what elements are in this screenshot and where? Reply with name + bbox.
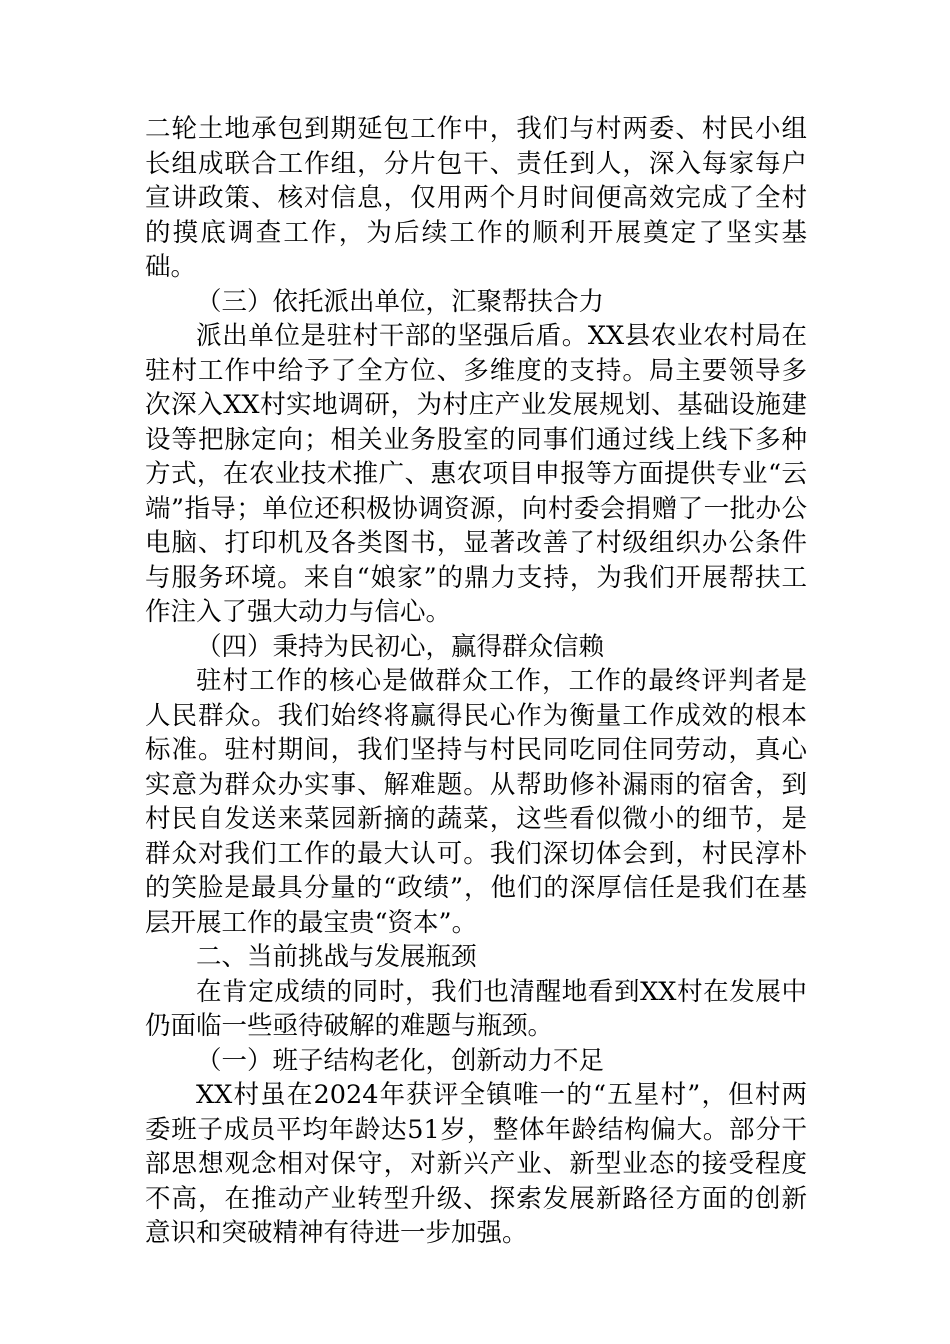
document-body [145,112,807,1251]
paragraph-continued: 二轮土地承包到期延包工作中，我们与村两委、村民小组长组成联合工作组，分片包干、责任到人，深入每家每户宣讲政策、核对信息，仅用两个月时间便高效完成了全村的摸底调查工作，为后续工作的顺利开展奠定了坚实基础。 [145,114,807,282]
section-heading-3: （三）依托派出单位，汇聚帮扶合力 [196,286,605,317]
section-heading-4: （四）秉持为民初心，赢得群众信赖 [196,631,605,662]
paragraph-people-trust: 驻村工作的核心是做群众工作，工作的最终评判者是人民群众。我们始终将赢得民心作为衡量工作成效的根本标准。驻村期间，我们坚持与村民同吃同住同劳动，真心实意为群众办实事、解难题。从帮助修补漏雨的宿舍，到村民自发送来菜园新摘的蔬菜，这些看似微小的细节，是群众对我们工作的最大认可。我们深切体会到，村民淳朴的笑脸是最具分量的“政绩”，他们的深厚信任是我们在基层开展工作的最宝贵“资本”。 [145,666,807,938]
paragraph-dispatch-unit: 派出单位是驻村干部的坚强后盾。XX县农业农村局在驻村工作中给予了全方位、多维度的支持。局主要领导多次深入XX村实地调研，为村庄产业发展规划、基础设施建设等把脉定向；相关业务股室的同事们通过线上线下多种方式，在农业技术推广、惠农项目申报等方面提供专业“云端”指导；单位还积极协调资源，向村委会捐赠了一批办公电脑、打印机及各类图书，显著改善了村级组织办公条件与服务环境。来自“娘家”的鼎力支持，为我们开展帮扶工作注入了强大动力与信心。 [145,321,807,627]
chapter-heading-2: 二、当前挑战与发展瓶颈 [196,942,477,972]
paragraph-intro-challenges: 在肯定成绩的同时，我们也清醒地看到XX村在发展中仍面临一些亟待破解的难题与瓶颈。 [145,976,807,1041]
section-heading-1: （一）班子结构老化，创新动力不足 [196,1045,605,1076]
paragraph-team-structure: XX村虽在2024年获评全镇唯一的“五星村”，但村两委班子成员平均年龄达51岁，整体年龄结构偏大。部分干部思想观念相对保守，对新兴产业、新型业态的接受程度不高，在推动产业转型升级、探索发展新路径方面的创新意识和突破精神有待进一步加强。 [145,1080,807,1248]
